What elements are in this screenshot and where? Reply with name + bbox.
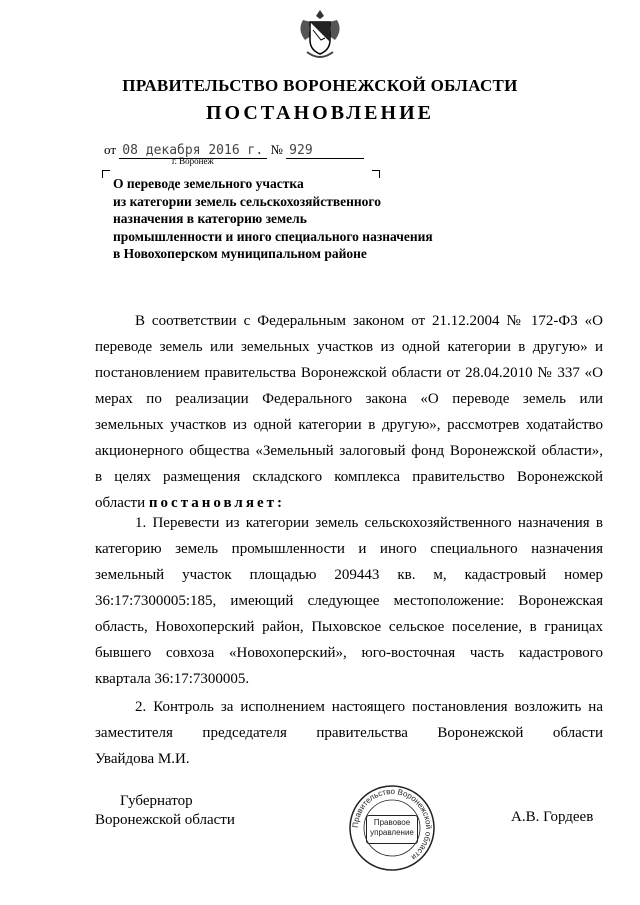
preamble-line: В соответствии с Федеральным законом от 21.12.2004 № 172-ФЗ «О: [135, 313, 603, 329]
item-2-last-line: Увайдова М.И.: [95, 751, 190, 767]
signatory-name: А.В. Гордеев: [511, 809, 594, 825]
item-1-last-line: квартала 36:17:7300005.: [95, 671, 250, 687]
subject-line: О переводе земельного участка: [113, 176, 304, 191]
item-1-paragraph: [95, 510, 603, 692]
city: г. Воронеж: [172, 156, 214, 166]
item-1-line: 36:17:7300005:185, имеющий следующее местоположение: Воронежская: [95, 593, 603, 609]
item-1-line: земельный участок площадью 209443 кв. м, кадастровый номер: [95, 567, 603, 583]
date-value: 08 декабря 2016 г.: [119, 143, 267, 159]
preamble-last-start: области: [95, 495, 146, 511]
preamble-line: переводе земель или земельных участков из одной категории в другую» и: [95, 339, 603, 355]
number-prefix: №: [270, 142, 283, 157]
item-2-line: 2. Контроль за исполнением настоящего постановления возложить на: [135, 699, 603, 715]
stamp-line1: Правовое: [373, 818, 411, 827]
preamble-line: мерах по реализации Федерального закона «О переводе земель или: [95, 391, 603, 407]
item-1-line: 1. Перевести из категории земель сельскохозяйственного назначения в: [135, 515, 603, 531]
item-1-line: бывшего совхоза «Новохоперский», юго-восточная часть кадастрового: [95, 645, 603, 661]
government-name: ПРАВИТЕЛЬСТВО ВОРОНЕЖСКОЙ ОБЛАСТИ: [122, 76, 518, 95]
item-2-line: заместителя председателя правительства Воронежской области: [95, 725, 603, 741]
number-value: 929: [286, 143, 364, 159]
preamble-paragraph: [95, 308, 603, 516]
date-prefix: от: [104, 142, 117, 157]
signatory-title-line2: Воронежской области: [95, 812, 235, 828]
subject-line: в Новохоперском муниципальном районе: [113, 246, 367, 261]
stamp-line2: управление: [370, 828, 414, 837]
preamble-line: земельных участков из одной категории в другую», рассмотрев ходатайство: [95, 417, 603, 433]
date-number-line: [104, 142, 364, 159]
stamp-ring-text: Правительство Воронежской области: [350, 786, 434, 862]
coat-of-arms-icon: [295, 8, 345, 64]
document-type: ПОСТАНОВЛЕНИЕ: [206, 102, 434, 124]
item-1-line: область, Новохоперский район, Пыховское сельское поселение, в границах: [95, 619, 603, 635]
item-2-paragraph: [95, 694, 603, 772]
subject-bracket-left: [102, 170, 110, 178]
preamble-line: акционерного общества «Земельный залоговый фонд Воронежской области»,: [95, 443, 603, 459]
subject-title: [113, 175, 533, 263]
subject-line: назначения в категорию земель: [113, 211, 307, 226]
subject-line: из категории земель сельскохозяйственного: [113, 193, 381, 209]
item-1-line: категорию земель промышленности и иного специального назначения: [95, 541, 603, 557]
preamble-line: постановлением правительства Воронежской области от 28.04.2010 № 337 «О: [95, 365, 603, 381]
decree-word: постановляет:: [148, 495, 285, 511]
signatory-title: [95, 792, 235, 830]
stamp-inner-text: [366, 818, 418, 838]
signatory-title-line1: Губернатор: [120, 793, 193, 809]
preamble-line: в целях размещения складского комплекса правительство Воронежской: [95, 469, 603, 485]
subject-line: промышленности и иного специального назначения: [113, 228, 433, 244]
